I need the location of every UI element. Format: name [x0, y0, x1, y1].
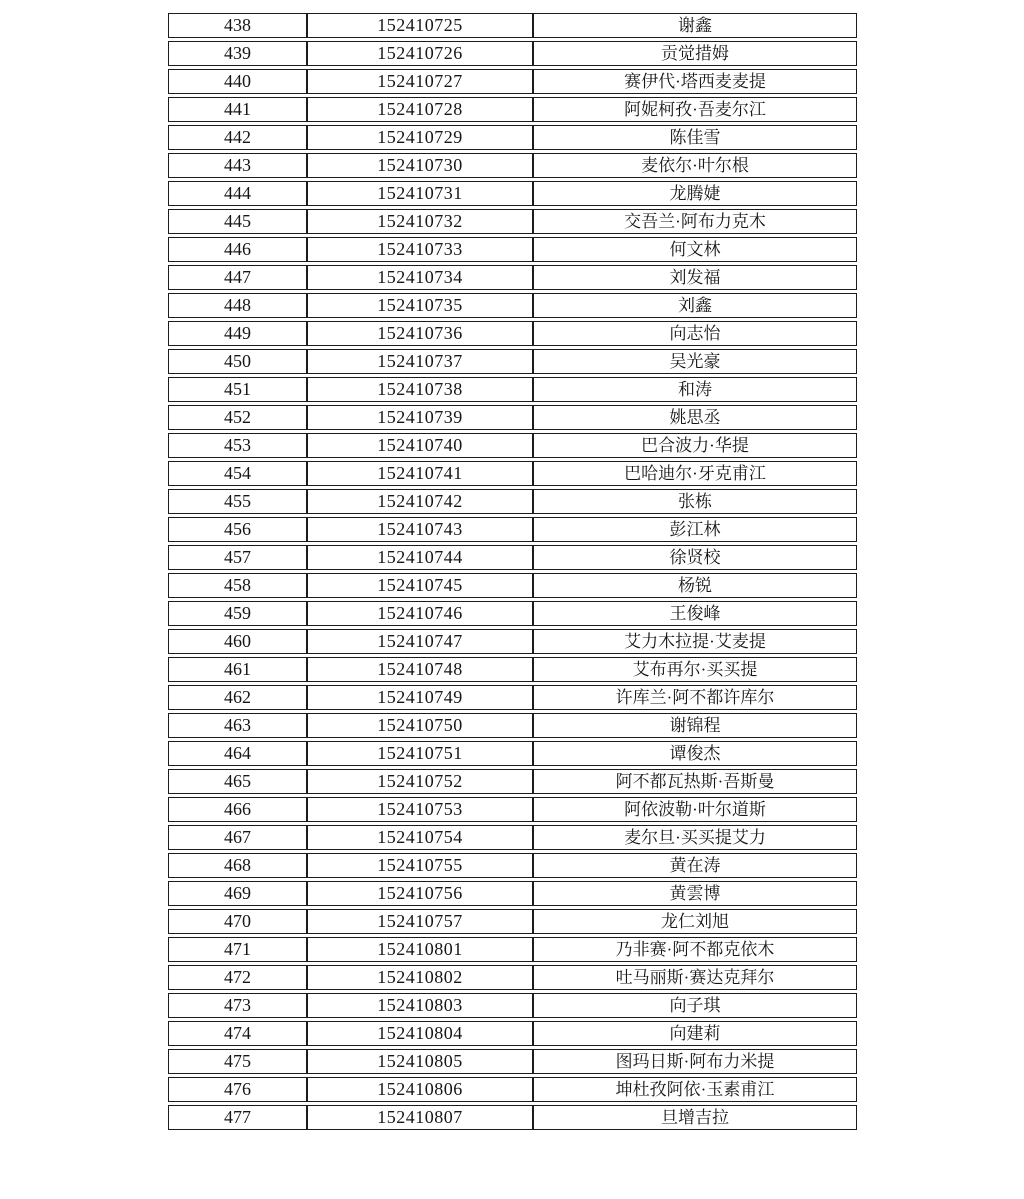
table-row: [168, 125, 857, 150]
cell-sequence: 452: [168, 405, 307, 430]
cell-candidate-name: 何文林: [533, 237, 857, 262]
cell-exam-number: 152410801: [307, 937, 533, 962]
cell-exam-number: 152410733: [307, 237, 533, 262]
cell-candidate-name: 刘鑫: [533, 293, 857, 318]
cell-sequence: 458: [168, 573, 307, 598]
cell-exam-number: 152410750: [307, 713, 533, 738]
cell-exam-number: 152410730: [307, 153, 533, 178]
cell-candidate-name: 黄雲博: [533, 881, 857, 906]
cell-exam-number: 152410747: [307, 629, 533, 654]
cell-exam-number: 152410749: [307, 685, 533, 710]
cell-exam-number: 152410803: [307, 993, 533, 1018]
cell-sequence: 450: [168, 349, 307, 374]
table-body: [168, 13, 857, 1130]
cell-exam-number: 152410755: [307, 853, 533, 878]
table-row: [168, 97, 857, 122]
cell-sequence: 448: [168, 293, 307, 318]
cell-exam-number: 152410727: [307, 69, 533, 94]
candidate-roster-table: [168, 10, 857, 1133]
cell-exam-number: 152410735: [307, 293, 533, 318]
cell-candidate-name: 陈佳雪: [533, 125, 857, 150]
table-row: [168, 657, 857, 682]
table-row: [168, 461, 857, 486]
cell-sequence: 443: [168, 153, 307, 178]
table-row: [168, 1077, 857, 1102]
cell-candidate-name: 徐贤校: [533, 545, 857, 570]
table-row: [168, 881, 857, 906]
cell-candidate-name: 坤杜孜阿依·玉素甫江: [533, 1077, 857, 1102]
cell-sequence: 439: [168, 41, 307, 66]
cell-sequence: 476: [168, 1077, 307, 1102]
cell-candidate-name: 吴光豪: [533, 349, 857, 374]
cell-sequence: 442: [168, 125, 307, 150]
table-row: [168, 433, 857, 458]
cell-sequence: 465: [168, 769, 307, 794]
cell-candidate-name: 乃非赛·阿不都克依木: [533, 937, 857, 962]
cell-candidate-name: 阿妮柯孜·吾麦尔江: [533, 97, 857, 122]
cell-exam-number: 152410804: [307, 1021, 533, 1046]
cell-sequence: 469: [168, 881, 307, 906]
cell-sequence: 477: [168, 1105, 307, 1130]
cell-exam-number: 152410744: [307, 545, 533, 570]
cell-sequence: 468: [168, 853, 307, 878]
cell-sequence: 474: [168, 1021, 307, 1046]
table-row: [168, 41, 857, 66]
cell-sequence: 473: [168, 993, 307, 1018]
table-row: [168, 853, 857, 878]
cell-sequence: 464: [168, 741, 307, 766]
cell-candidate-name: 龙腾婕: [533, 181, 857, 206]
table-row: [168, 405, 857, 430]
cell-sequence: 449: [168, 321, 307, 346]
table-row: [168, 1021, 857, 1046]
cell-sequence: 438: [168, 13, 307, 38]
cell-exam-number: 152410745: [307, 573, 533, 598]
cell-exam-number: 152410748: [307, 657, 533, 682]
table-row: [168, 825, 857, 850]
cell-sequence: 460: [168, 629, 307, 654]
table-row: [168, 489, 857, 514]
cell-sequence: 456: [168, 517, 307, 542]
cell-exam-number: 152410751: [307, 741, 533, 766]
cell-exam-number: 152410742: [307, 489, 533, 514]
cell-candidate-name: 交吾兰·阿布力克木: [533, 209, 857, 234]
cell-exam-number: 152410740: [307, 433, 533, 458]
table-row: [168, 377, 857, 402]
cell-exam-number: 152410806: [307, 1077, 533, 1102]
cell-sequence: 440: [168, 69, 307, 94]
table-row: [168, 685, 857, 710]
cell-sequence: 454: [168, 461, 307, 486]
cell-candidate-name: 和涛: [533, 377, 857, 402]
table-row: [168, 1105, 857, 1130]
cell-candidate-name: 向志怡: [533, 321, 857, 346]
cell-sequence: 461: [168, 657, 307, 682]
table-row: [168, 909, 857, 934]
cell-candidate-name: 向子琪: [533, 993, 857, 1018]
table-row: [168, 1049, 857, 1074]
cell-exam-number: 152410732: [307, 209, 533, 234]
cell-candidate-name: 谢锦程: [533, 713, 857, 738]
table-row: [168, 181, 857, 206]
table-row: [168, 797, 857, 822]
cell-candidate-name: 刘发福: [533, 265, 857, 290]
cell-sequence: 463: [168, 713, 307, 738]
table-row: [168, 545, 857, 570]
table-row: [168, 349, 857, 374]
cell-candidate-name: 巴哈迪尔·牙克甫江: [533, 461, 857, 486]
cell-exam-number: 152410729: [307, 125, 533, 150]
table-row: [168, 965, 857, 990]
cell-sequence: 466: [168, 797, 307, 822]
cell-candidate-name: 旦增吉拉: [533, 1105, 857, 1130]
cell-exam-number: 152410741: [307, 461, 533, 486]
cell-candidate-name: 彭江林: [533, 517, 857, 542]
cell-sequence: 457: [168, 545, 307, 570]
cell-exam-number: 152410802: [307, 965, 533, 990]
table-row: [168, 769, 857, 794]
cell-candidate-name: 谢鑫: [533, 13, 857, 38]
cell-sequence: 455: [168, 489, 307, 514]
cell-sequence: 441: [168, 97, 307, 122]
table-row: [168, 13, 857, 38]
cell-sequence: 470: [168, 909, 307, 934]
table-row: [168, 209, 857, 234]
cell-exam-number: 152410725: [307, 13, 533, 38]
cell-exam-number: 152410736: [307, 321, 533, 346]
cell-sequence: 472: [168, 965, 307, 990]
cell-candidate-name: 姚思丞: [533, 405, 857, 430]
cell-exam-number: 152410746: [307, 601, 533, 626]
table-row: [168, 517, 857, 542]
cell-candidate-name: 吐马丽斯·赛达克拜尔: [533, 965, 857, 990]
cell-candidate-name: 艾力木拉提·艾麦提: [533, 629, 857, 654]
cell-sequence: 453: [168, 433, 307, 458]
cell-exam-number: 152410734: [307, 265, 533, 290]
cell-candidate-name: 龙仁刘旭: [533, 909, 857, 934]
cell-exam-number: 152410757: [307, 909, 533, 934]
table-row: [168, 713, 857, 738]
cell-exam-number: 152410728: [307, 97, 533, 122]
cell-candidate-name: 麦尔旦·买买提艾力: [533, 825, 857, 850]
cell-candidate-name: 巴合波力·华提: [533, 433, 857, 458]
cell-exam-number: 152410737: [307, 349, 533, 374]
cell-exam-number: 152410739: [307, 405, 533, 430]
cell-sequence: 459: [168, 601, 307, 626]
cell-candidate-name: 贡觉措姆: [533, 41, 857, 66]
cell-candidate-name: 谭俊杰: [533, 741, 857, 766]
table-row: [168, 153, 857, 178]
cell-candidate-name: 图玛日斯·阿布力米提: [533, 1049, 857, 1074]
cell-sequence: 444: [168, 181, 307, 206]
cell-exam-number: 152410738: [307, 377, 533, 402]
cell-sequence: 451: [168, 377, 307, 402]
cell-sequence: 446: [168, 237, 307, 262]
table-row: [168, 601, 857, 626]
table-row: [168, 993, 857, 1018]
cell-sequence: 475: [168, 1049, 307, 1074]
table-row: [168, 629, 857, 654]
cell-exam-number: 152410753: [307, 797, 533, 822]
table-row: [168, 265, 857, 290]
table-row: [168, 293, 857, 318]
cell-exam-number: 152410726: [307, 41, 533, 66]
cell-sequence: 447: [168, 265, 307, 290]
cell-exam-number: 152410743: [307, 517, 533, 542]
cell-candidate-name: 杨锐: [533, 573, 857, 598]
cell-candidate-name: 向建莉: [533, 1021, 857, 1046]
cell-exam-number: 152410752: [307, 769, 533, 794]
table-row: [168, 237, 857, 262]
cell-sequence: 471: [168, 937, 307, 962]
cell-exam-number: 152410756: [307, 881, 533, 906]
cell-candidate-name: 张栋: [533, 489, 857, 514]
table-row: [168, 741, 857, 766]
cell-sequence: 467: [168, 825, 307, 850]
cell-sequence: 462: [168, 685, 307, 710]
cell-exam-number: 152410805: [307, 1049, 533, 1074]
cell-candidate-name: 阿依波勒·叶尔道斯: [533, 797, 857, 822]
cell-candidate-name: 许库兰·阿不都许库尔: [533, 685, 857, 710]
cell-candidate-name: 麦依尔·叶尔根: [533, 153, 857, 178]
cell-candidate-name: 黄在涛: [533, 853, 857, 878]
table-row: [168, 937, 857, 962]
cell-candidate-name: 艾布再尔·买买提: [533, 657, 857, 682]
table-row: [168, 321, 857, 346]
cell-exam-number: 152410731: [307, 181, 533, 206]
cell-candidate-name: 赛伊代·塔西麦麦提: [533, 69, 857, 94]
table-row: [168, 573, 857, 598]
table-row: [168, 69, 857, 94]
cell-exam-number: 152410807: [307, 1105, 533, 1130]
cell-candidate-name: 阿不都瓦热斯·吾斯曼: [533, 769, 857, 794]
cell-sequence: 445: [168, 209, 307, 234]
cell-candidate-name: 王俊峰: [533, 601, 857, 626]
cell-exam-number: 152410754: [307, 825, 533, 850]
